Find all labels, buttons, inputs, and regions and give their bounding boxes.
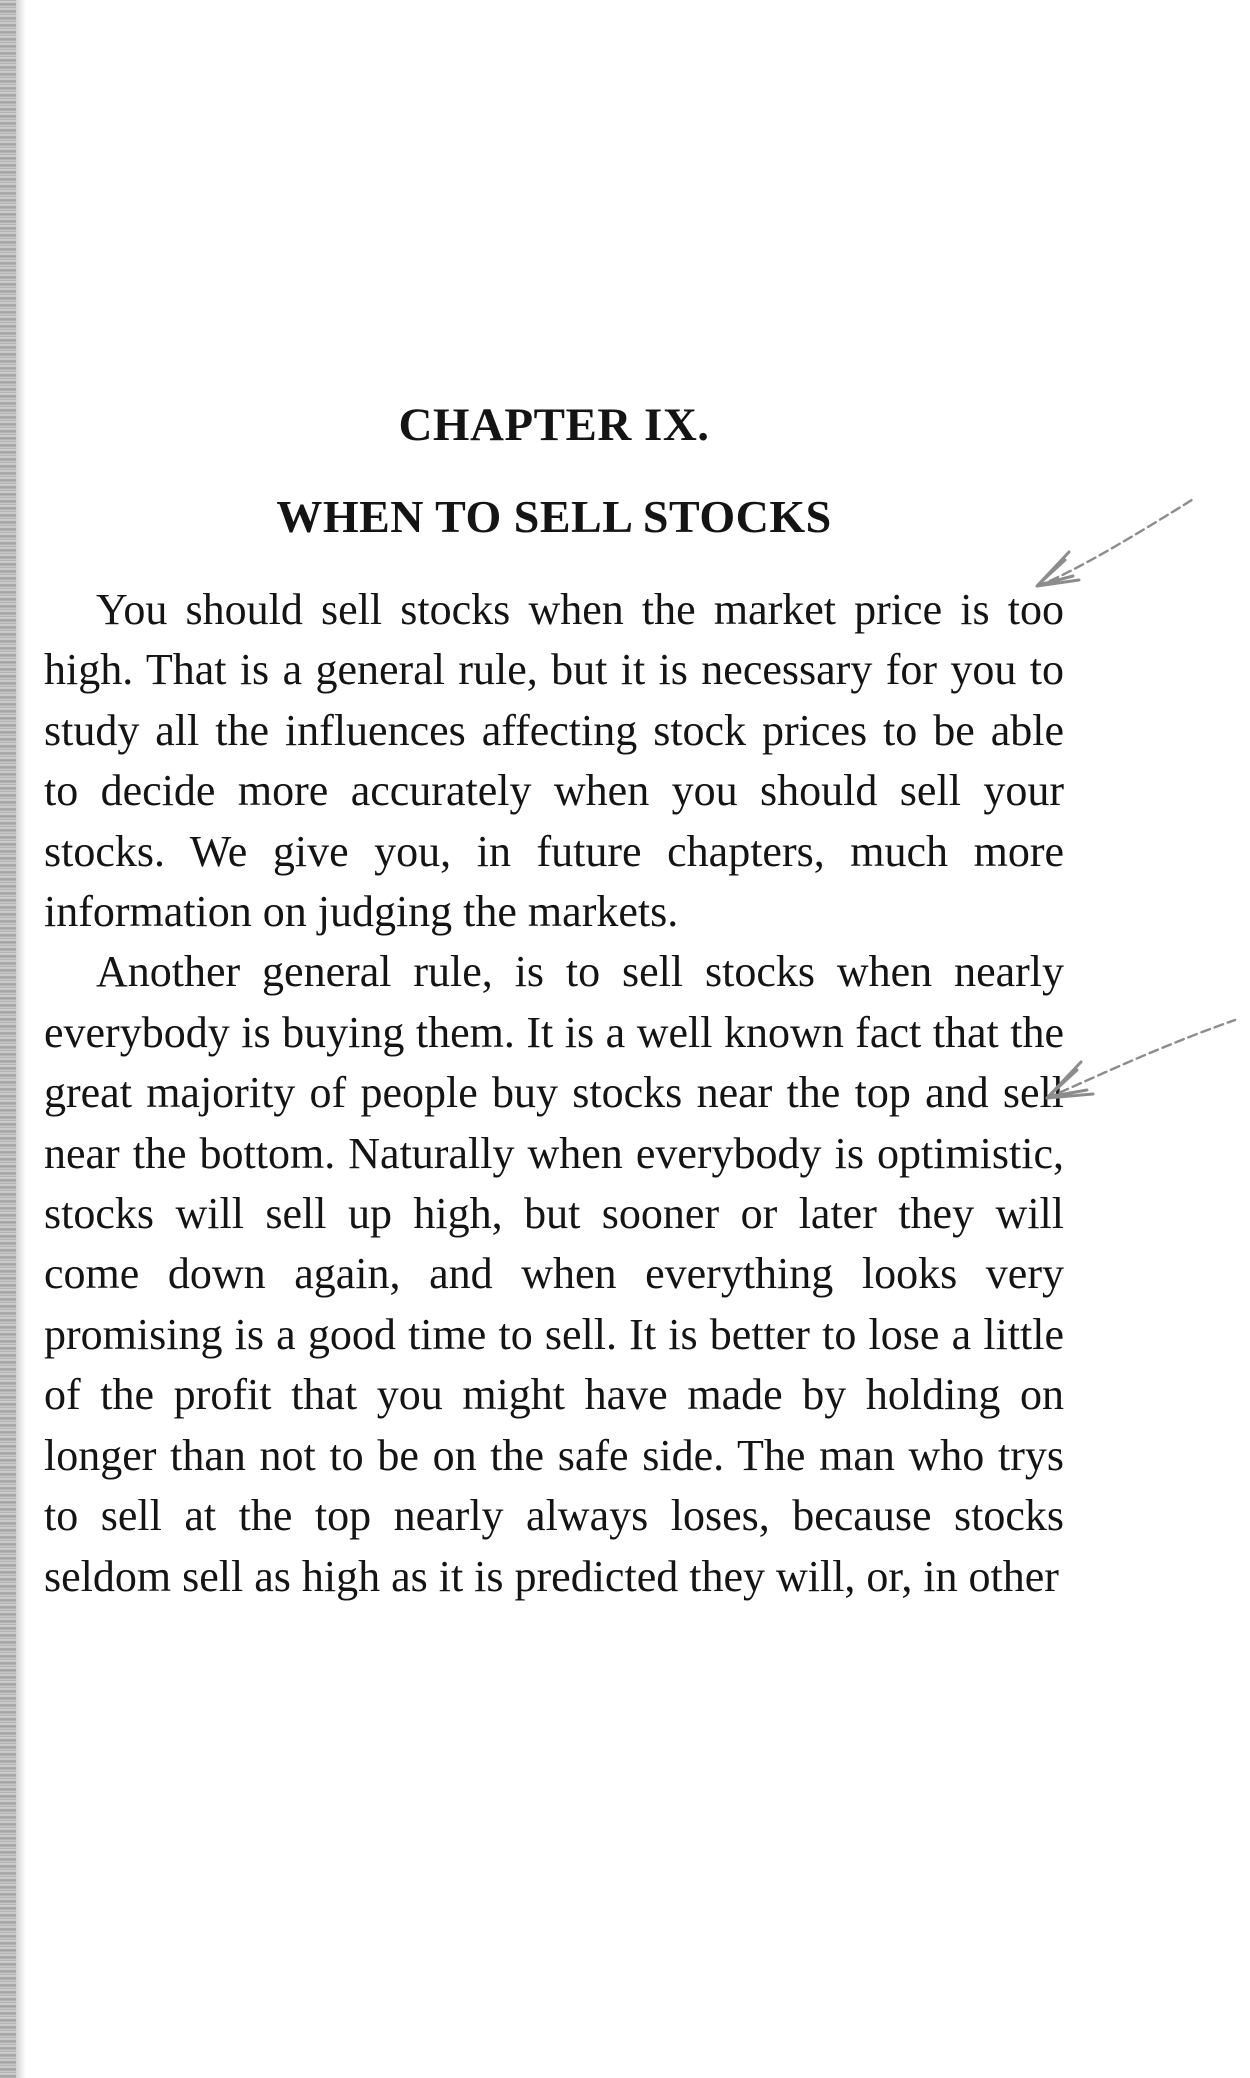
chapter-number: CHAPTER IX. bbox=[398, 399, 710, 451]
binding-edge bbox=[0, 0, 16, 2078]
chapter-body bbox=[44, 580, 1064, 1607]
binding-shadow bbox=[16, 0, 26, 2078]
paragraph-2: Another general rule, is to sell stocks when nearly everybody is buying them. It is a well known fact that the great majority of people buy stocks near the top and sell near the bottom. Naturally when everybody is optimistic, stocks will sell up high, but sooner or later they will come down again, and when everything looks very promising is a good time to sell. It is better to lose a little of the profit that you might have made by holding on longer than not to be on the safe side. The man who trys to sell at the top nearly always loses, because stocks seldom sell as high as it is predicted they will, or, in other bbox=[44, 947, 1064, 1601]
pencil-arrow-mark bbox=[1045, 1000, 1245, 1110]
paragraph-1: You should sell stocks when the market price is too high. That is a general rule, but it is necessary for you to study all the influences affecting stock prices to be able to decide more accurately when you should sell your stocks. We give you, in future chapters, much more information on judging the markets. bbox=[44, 585, 1064, 937]
chapter-title: WHEN TO SELL STOCKS bbox=[276, 491, 832, 542]
